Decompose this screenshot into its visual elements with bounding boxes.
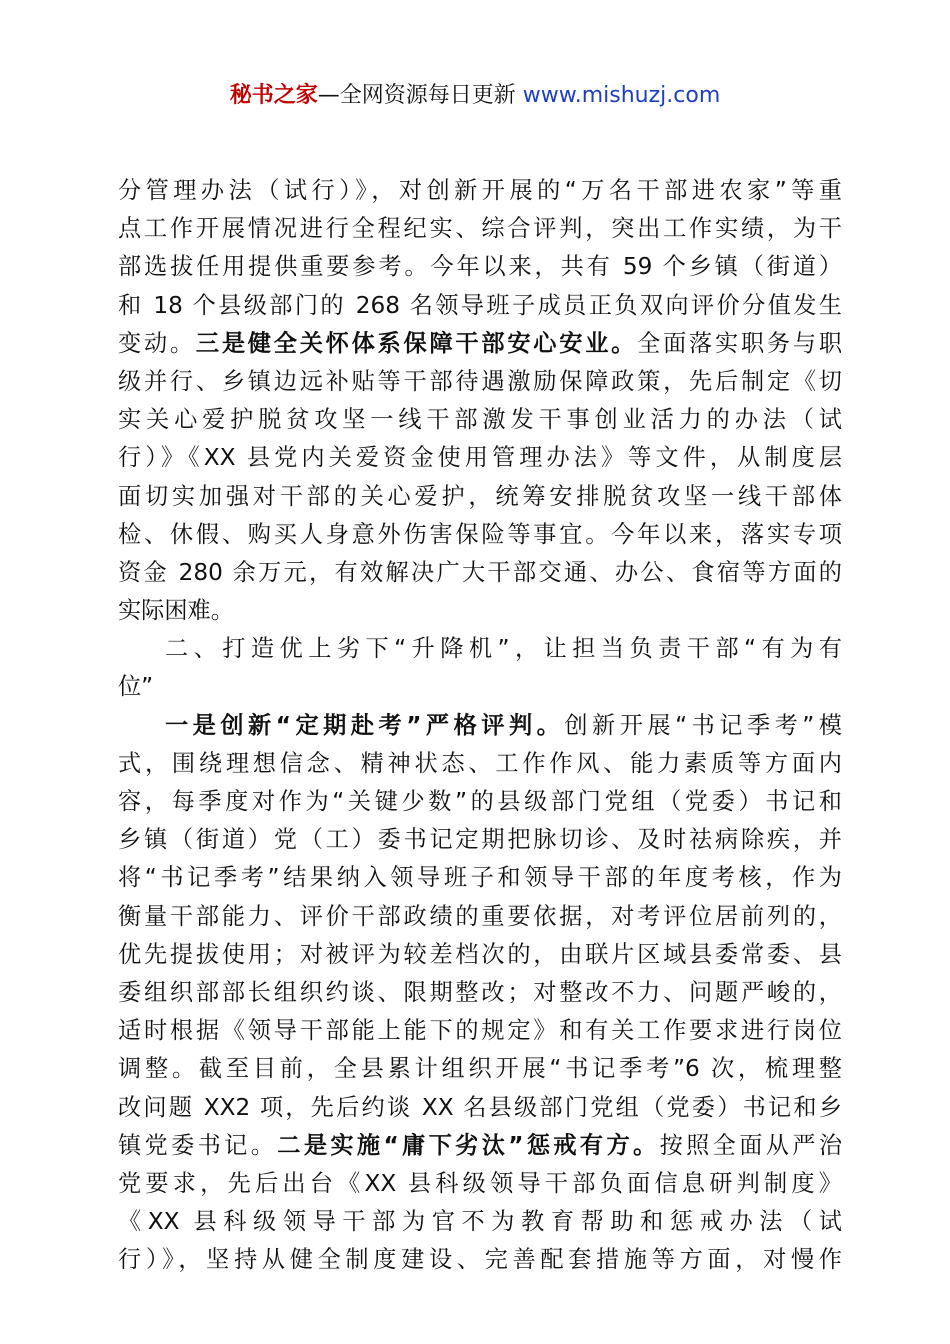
- text-segment: 实际困难。: [118, 597, 234, 625]
- text-line: [118, 668, 842, 706]
- text-segment: 检、休假、购买人身意外伤害保险等事宜。今年以来，落实专项: [118, 520, 842, 548]
- text-segment: 点工作开展情况进行全程纪实、综合评判，突出工作实绩，为干: [118, 215, 842, 243]
- text-segment: 行）》，坚持从健全制度建设、完善配套措施等方面，对慢作: [118, 1246, 842, 1274]
- text-segment: 党要求，先后出台《XX 县科级领导干部负面信息研判制度》: [118, 1169, 842, 1197]
- text-line: [118, 363, 842, 401]
- text-line: [118, 1241, 842, 1279]
- text-line: [118, 439, 842, 477]
- text-line: [118, 783, 842, 821]
- bold-heading-text: 二是实施“庸下劣汰”惩戒有方。: [277, 1131, 660, 1159]
- text-line: [118, 1050, 842, 1088]
- text-segment: 资金 280 余万元，有效解决广大干部交通、办公、食宿等方面的: [118, 558, 842, 586]
- text-line: [118, 898, 842, 936]
- text-segment: 部选拔任用提供重要参考。今年以来，共有 59 个乡镇（街道）: [118, 253, 842, 281]
- body-text: [118, 172, 842, 1279]
- text-segment: 分管理办法（试行）》，对创新开展的“万名干部进农家”等重: [118, 177, 842, 204]
- text-segment: 调整。截至目前，全县累计组织开展“书记季考”6 次，梳理整: [118, 1055, 842, 1083]
- text-segment: 和 18 个县级部门的 268 名领导班子成员正负双向评价分值发生: [118, 291, 842, 319]
- bold-heading-text: 一是创新“定期赴考”严格评判。: [165, 711, 565, 739]
- text-line: [118, 516, 842, 554]
- text-line: [118, 1203, 842, 1241]
- header-tagline: —全网资源每日更新: [317, 83, 516, 108]
- brand-name: 秘书之家: [229, 83, 318, 108]
- text-segment: 位”: [118, 673, 154, 701]
- text-segment: 《XX 县科级领导干部为官不为教育帮助和惩戒办法（试: [118, 1208, 842, 1236]
- text-segment: 创新开展“书记季考”模: [564, 711, 842, 739]
- text-segment: 乡镇（街道）党（工）委书记定期把脉切诊、及时祛病除疾，并: [118, 826, 842, 854]
- text-line: [118, 592, 842, 630]
- text-line: [118, 248, 842, 286]
- text-segment: 镇党委书记。: [118, 1131, 278, 1159]
- text-line: [118, 707, 842, 745]
- text-line: [118, 172, 842, 210]
- bold-heading-text: 三是健全关怀体系保障干部安心安业。: [195, 329, 638, 357]
- text-segment: 面切实加强对干部的关心爱护，统筹安排脱贫攻坚一线干部体: [118, 482, 842, 510]
- text-line: [118, 745, 842, 783]
- text-segment: 将“书记季考”结果纳入领导班子和领导干部的年度考核，作为: [118, 864, 842, 892]
- text-line: [118, 325, 842, 363]
- text-line: [118, 401, 842, 439]
- text-segment: 容，每季度对作为“关键少数”的县级部门党组（党委）书记和: [118, 788, 842, 815]
- text-segment: 优先提拔使用；对被评为较差档次的，由联片区域县委常委、县: [118, 940, 842, 968]
- text-segment: 级并行、乡镇边远补贴等干部待遇激励保障政策，先后制定《切: [118, 367, 842, 395]
- text-segment: 二、打造优上劣下“升降机”，让担当负责干部“有为有: [165, 635, 842, 663]
- text-line: [118, 210, 842, 248]
- text-line: [118, 936, 842, 974]
- text-line: [118, 478, 842, 516]
- text-line: [118, 974, 842, 1012]
- site-url[interactable]: www.mishuzj.com: [515, 83, 721, 108]
- text-segment: 改问题 XX2 项，先后约谈 XX 名县级部门党组（党委）书记和乡: [118, 1093, 842, 1121]
- text-line: [118, 859, 842, 897]
- text-line: [118, 630, 842, 668]
- text-segment: 按照全面从严治: [659, 1131, 842, 1159]
- text-segment: 适时根据《领导干部能上能下的规定》和有关工作要求进行岗位: [118, 1017, 842, 1045]
- text-segment: 式，围绕理想信念、精神状态、工作作风、能力素质等方面内: [118, 749, 842, 777]
- text-segment: 全面落实职务与职: [637, 329, 842, 357]
- text-line: [118, 821, 842, 859]
- text-segment: 行）》《XX 县党内关爱资金使用管理办法》等文件，从制度层: [118, 444, 842, 472]
- site-header: [0, 80, 950, 112]
- text-line: [118, 1089, 842, 1127]
- text-line: [118, 554, 842, 592]
- text-segment: 实关心爱护脱贫攻坚一线干部激发干事创业活力的办法（试: [118, 406, 842, 434]
- text-line: [118, 1127, 842, 1165]
- text-line: [118, 1165, 842, 1203]
- text-segment: 衡量干部能力、评价干部政绩的重要依据，对考评位居前列的，: [118, 902, 842, 930]
- text-line: [118, 1012, 842, 1050]
- text-line: [118, 287, 842, 325]
- text-segment: 委组织部部长组织约谈、限期整改；对整改不力、问题严峻的，: [118, 978, 842, 1006]
- text-segment: 变动。: [118, 329, 196, 357]
